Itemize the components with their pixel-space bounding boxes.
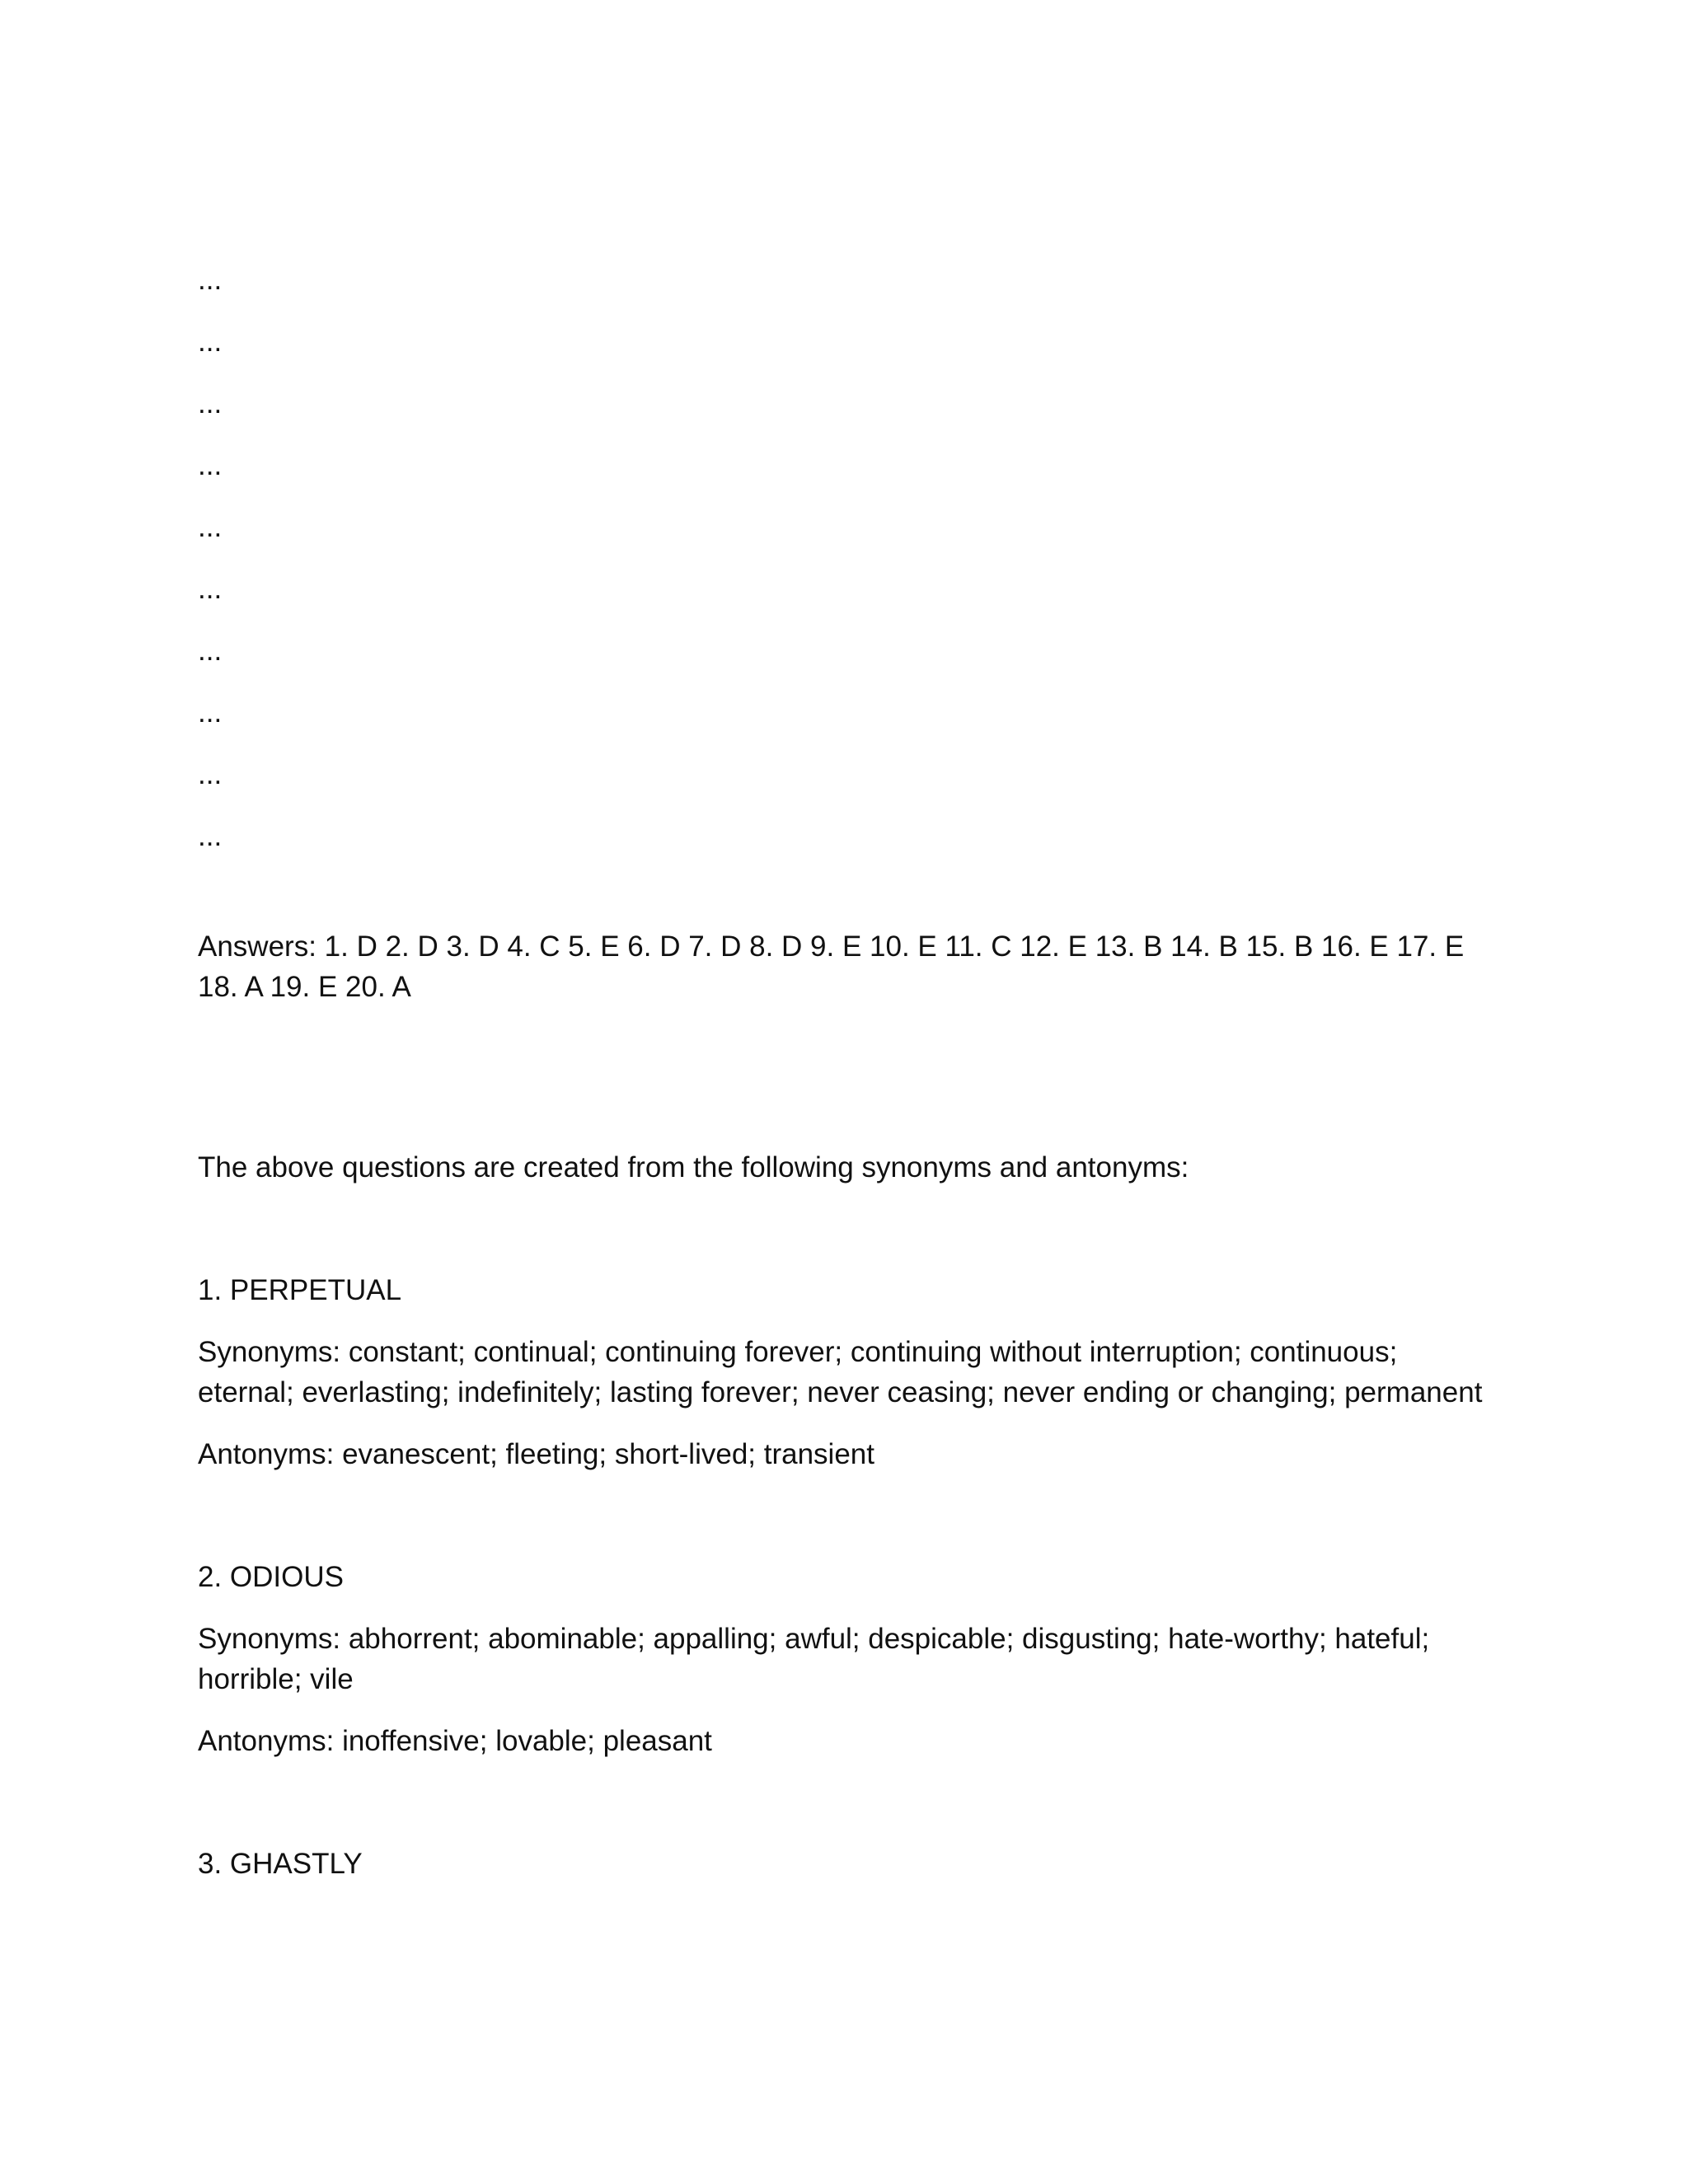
- document-content: [198, 260, 1484, 1905]
- omitted-question-ellipsis: ...: [198, 326, 223, 358]
- intro-paragraph: The above questions are created from the following synonyms and antonyms:: [198, 1151, 1189, 1183]
- omitted-questions-list: [198, 260, 1484, 878]
- entry-synonyms: Synonyms: abhorrent; abominable; appalling; awful; despicable; disgusting; hate-worthy; hateful; horrible; vile: [198, 1623, 1430, 1695]
- omitted-question-ellipsis: ...: [198, 264, 223, 296]
- entry-antonyms: Antonyms: inoffensive; lovable; pleasant: [198, 1725, 712, 1757]
- word-entry-ghastly: [198, 1844, 1484, 1884]
- omitted-question-ellipsis: ...: [198, 573, 223, 605]
- entry-word: 2. ODIOUS: [198, 1561, 344, 1593]
- omitted-question-ellipsis: ...: [198, 635, 223, 667]
- omitted-question-ellipsis: ...: [198, 696, 223, 729]
- answer-key: Answers: 1. D 2. D 3. D 4. C 5. E 6. D 7. D 8. D 9. E 10. E 11. C 12. E 13. B 14. B 15. B 16. E 17. E 18. A 19. E 20. A: [198, 930, 1465, 1003]
- entry-word: 1. PERPETUAL: [198, 1274, 402, 1306]
- omitted-question-ellipsis: ...: [198, 387, 223, 419]
- entry-antonyms: Antonyms: evanescent; fleeting; short-lived; transient: [198, 1438, 874, 1470]
- entry-word: 3. GHASTLY: [198, 1848, 363, 1880]
- omitted-question-ellipsis: ...: [198, 820, 223, 852]
- word-entry-perpetual: [198, 1270, 1484, 1474]
- omitted-question-ellipsis: ...: [198, 449, 223, 481]
- word-entry-odious: [198, 1557, 1484, 1761]
- entry-synonyms: Synonyms: constant; continual; continuing forever; continuing without interruption; continuous; eternal; everlasting; indefinitely; lasting forever; never ceasing; never ending or changing; permanent: [198, 1336, 1483, 1408]
- omitted-question-ellipsis: ...: [198, 511, 223, 543]
- omitted-question-ellipsis: ...: [198, 758, 223, 790]
